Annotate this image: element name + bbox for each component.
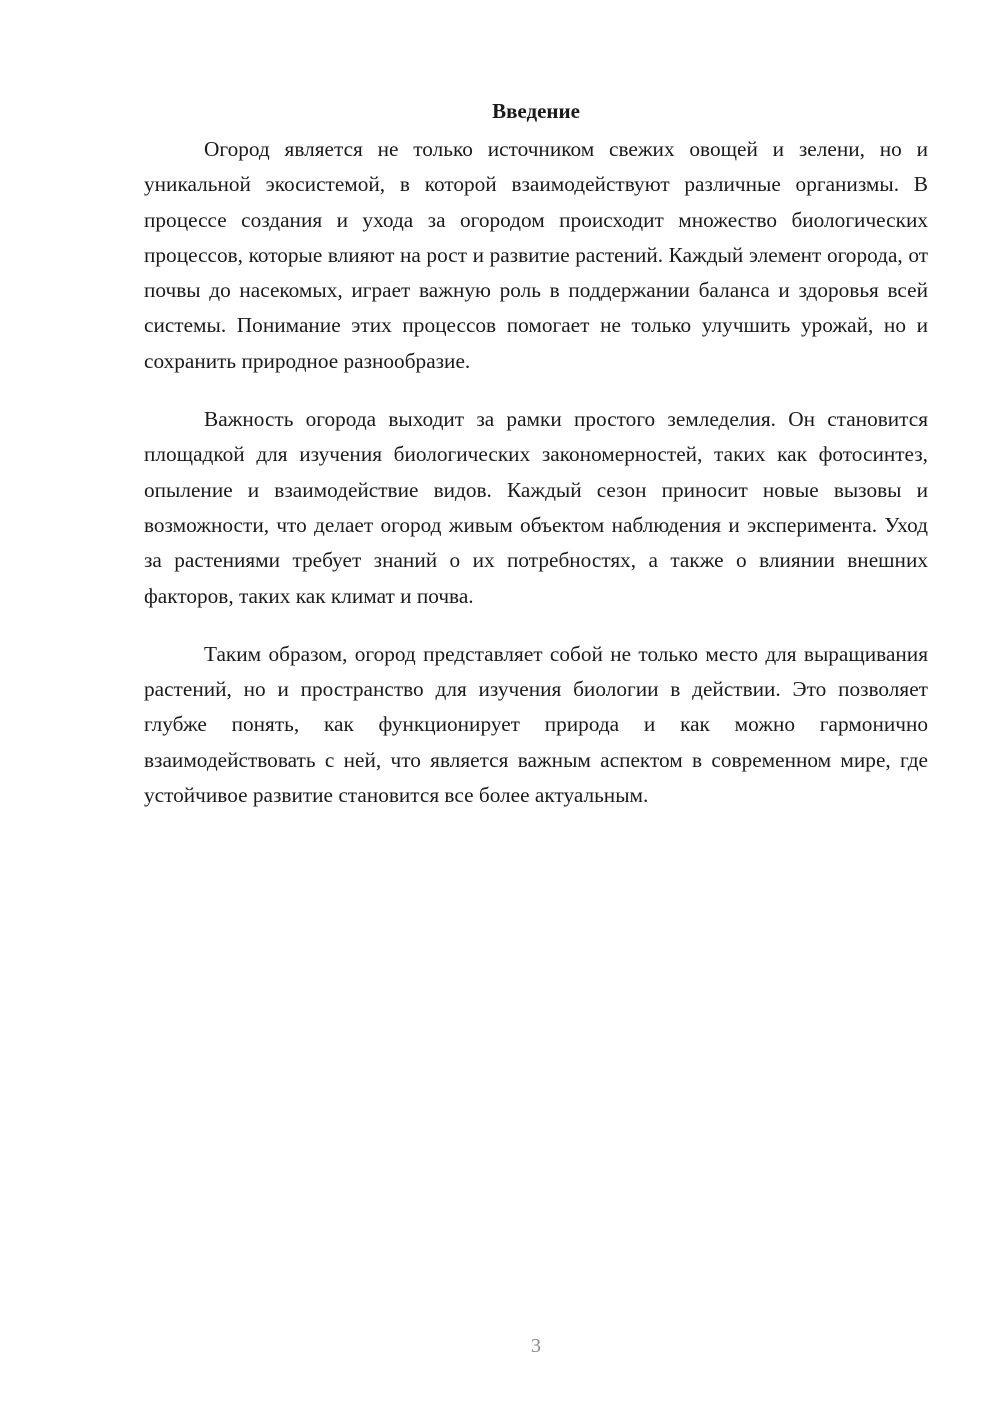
paragraph-2: Важность огорода выходит за рамки простого земледелия. Он становится площадкой для изучения биологических закономерностей, таких как фотосинтез, опыление и взаимодействие видов. Каждый сезон приносит новые вызовы и возможности, что делает огород живым объектом наблюдения и эксперимента. Уход за растениями требует знаний о их потребностях, а также о влиянии внешних факторов, таких как климат и почва. <box>144 407 928 608</box>
paragraph-3: Таким образом, огород представляет собой не только место для выращивания растений, но и пространство для изучения биологии в действии. Это позволяет глубже понять, как функционирует природа и как можно гармонично взаимодействовать с ней, что является важным аспектом в современном мире, где устойчивое развитие становится все более актуальным. <box>144 641 928 808</box>
section-title: Введение <box>492 99 580 123</box>
page-number: 3 <box>531 1335 541 1357</box>
paragraph-1: Огород является не только источником свежих овощей и зелени, но и уникальной экосистемой, в которой взаимодействуют различные организмы. В процессе создания и ухода за огородом происходит множество биологических процессов, которые влияют на рост и развитие растений. Каждый элемент огорода, от почвы до насекомых, играет важную роль в поддержании баланса и здоровья всей системы. Понимание этих процессов помогает не только улучшить урожай, но и сохранить природное разнообразие. <box>144 137 928 373</box>
page-content <box>144 96 928 836</box>
